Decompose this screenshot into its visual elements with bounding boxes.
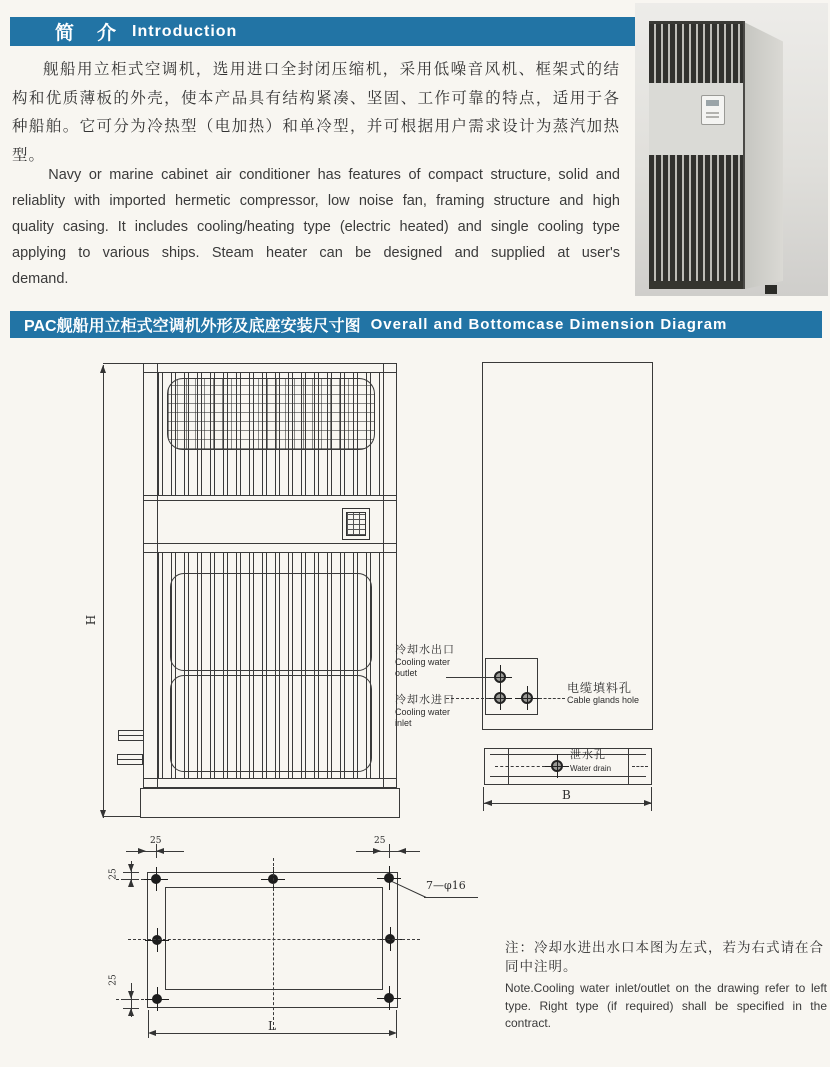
mid-band-line bbox=[143, 500, 397, 501]
cabinet-foot bbox=[765, 285, 777, 294]
mounting-hole bbox=[152, 935, 162, 945]
cabinet-bottom-grille bbox=[649, 155, 743, 281]
cabinet-base-strip bbox=[649, 281, 743, 289]
cooling-inlet-label-zh: 冷却水进口 bbox=[395, 694, 455, 706]
dim-label-25-top-left: 25 bbox=[150, 836, 162, 846]
note-zh: 注：冷却水进出水口本图为左式，若为右式请在合同中注明。 bbox=[505, 940, 824, 974]
drawing-note bbox=[505, 938, 827, 1033]
cooling-outlet-callout bbox=[395, 644, 467, 679]
intro-title-zh: 简 介 bbox=[55, 23, 119, 44]
front-top-grille bbox=[158, 373, 383, 495]
ext-line bbox=[103, 816, 140, 817]
cooling-water-inlet-port bbox=[494, 692, 506, 704]
front-base-plinth bbox=[140, 788, 400, 818]
control-display bbox=[706, 100, 719, 106]
cable-glands-label-zh: 电缆填料孔 bbox=[567, 681, 633, 695]
cable-glands-label-en: Cable glands hole bbox=[567, 695, 640, 705]
water-drain-label-zh: 泄水孔 bbox=[570, 749, 606, 761]
dim-arrow bbox=[128, 864, 134, 872]
intro-title-en: Introduction bbox=[132, 22, 238, 40]
intro-paragraph-zh: 舰船用立柜式空调机，选用进口全封闭压缩机，采用低噪音风机、框架式的结构和优质薄板的外壳，使本产品具有结构紧凑、坚固、工作可靠的特点，适用于各种船舶。它可分为冷热型（电加热）和单冷型，并可根据用户需求设计为蒸汽加热型。 bbox=[12, 61, 620, 164]
diagram-header bbox=[10, 311, 822, 338]
front-bottom-rail bbox=[143, 778, 397, 779]
center-line bbox=[128, 939, 420, 940]
note-en: Note.Cooling water inlet/outlet on the drawing refer to left type. Right type (if required) shall be specified in the contract. bbox=[505, 981, 827, 1030]
dim-label-25-side-top: 25 bbox=[108, 868, 119, 880]
dim-arrow bbox=[100, 810, 106, 818]
connection-plate bbox=[485, 658, 538, 715]
dim-arrow bbox=[128, 879, 134, 887]
cabinet-front-panel bbox=[649, 21, 743, 289]
ext-line bbox=[103, 363, 143, 364]
mounting-hole bbox=[151, 874, 161, 884]
dim-label-L: L bbox=[268, 1019, 276, 1033]
dim-arrow bbox=[644, 800, 652, 806]
intro-paragraph-en: Navy or marine cabinet air conditioner has features of compact structure, solid and reliablity with imported hermetic compressor, low noise fan, framing structure and high quality casing. It includes cooling/heating type (electric heated) and single cooling type applying to various ships. Steam heater can be designed and supplied at user's demand. bbox=[12, 167, 620, 287]
dim-line-25 bbox=[126, 851, 184, 852]
cooling-outlet-label-en: Cooling water outlet bbox=[395, 657, 451, 678]
front-control-box-grid bbox=[346, 512, 366, 536]
dim-label-25-side-bottom: 25 bbox=[108, 974, 119, 986]
side-base-divider bbox=[628, 749, 629, 784]
diagram-title-en: Overall and Bottomcase Dimension Diagram bbox=[370, 316, 728, 333]
dim-arrow bbox=[148, 1030, 156, 1036]
mounting-hole bbox=[152, 994, 162, 1004]
front-bottom-grille bbox=[158, 553, 383, 778]
cooling-inlet-callout bbox=[395, 694, 467, 729]
cable-glands-port bbox=[521, 692, 533, 704]
mid-band-line bbox=[143, 543, 397, 544]
dim-line-L bbox=[152, 1033, 392, 1034]
front-right-rail bbox=[383, 363, 384, 788]
product-photo bbox=[635, 3, 828, 296]
dim-arrow bbox=[128, 991, 134, 999]
center-line bbox=[495, 766, 545, 767]
control-buttons bbox=[706, 110, 719, 118]
leader-line bbox=[424, 897, 478, 898]
water-pipe-stub bbox=[118, 730, 144, 741]
cooling-inlet-label-en: Cooling water inlet bbox=[395, 707, 451, 728]
mid-band-line bbox=[143, 495, 397, 496]
diagram-title-zh: PAC舰船用立柜式空调机外形及底座安装尺寸图 bbox=[24, 318, 361, 335]
dim-line-25 bbox=[356, 851, 420, 852]
center-line bbox=[273, 858, 274, 1030]
center-line bbox=[632, 766, 648, 767]
dim-arrow bbox=[373, 848, 381, 854]
dim-arrow bbox=[484, 800, 492, 806]
cabinet-middle-panel bbox=[649, 83, 743, 155]
dim-arrow bbox=[138, 848, 146, 854]
cooling-outlet-label-zh: 冷却水出口 bbox=[395, 644, 455, 656]
cabinet-side-panel bbox=[745, 17, 783, 289]
water-drain-hole bbox=[551, 760, 563, 772]
dim-label-B: B bbox=[562, 788, 571, 802]
dim-line-H bbox=[103, 365, 104, 818]
dimension-diagram bbox=[0, 345, 830, 1067]
dim-arrow bbox=[156, 848, 164, 854]
dim-arrow bbox=[100, 365, 106, 373]
water-drain-label-en: Water drain bbox=[570, 764, 612, 773]
dim-arrow bbox=[128, 1008, 134, 1016]
dim-arrow bbox=[398, 848, 406, 854]
dim-label-25-top-right: 25 bbox=[374, 836, 386, 846]
cable-glands-callout bbox=[567, 682, 677, 706]
water-pipe-stub bbox=[117, 754, 143, 765]
dim-arrow bbox=[389, 1030, 397, 1036]
side-base-inner-line bbox=[490, 776, 646, 777]
side-base-inner-line bbox=[490, 754, 646, 755]
mounting-hole bbox=[384, 993, 394, 1003]
dim-line-B bbox=[484, 803, 652, 804]
cabinet-top-grille bbox=[649, 21, 743, 86]
front-control-box bbox=[342, 508, 370, 540]
dim-label-H: H bbox=[84, 614, 99, 626]
holes-callout-label: 7—φ16 bbox=[426, 879, 466, 892]
cooling-water-outlet-port bbox=[494, 671, 506, 683]
leader-line bbox=[539, 698, 565, 699]
ext-line bbox=[389, 844, 390, 858]
cabinet-control-panel bbox=[701, 95, 725, 125]
